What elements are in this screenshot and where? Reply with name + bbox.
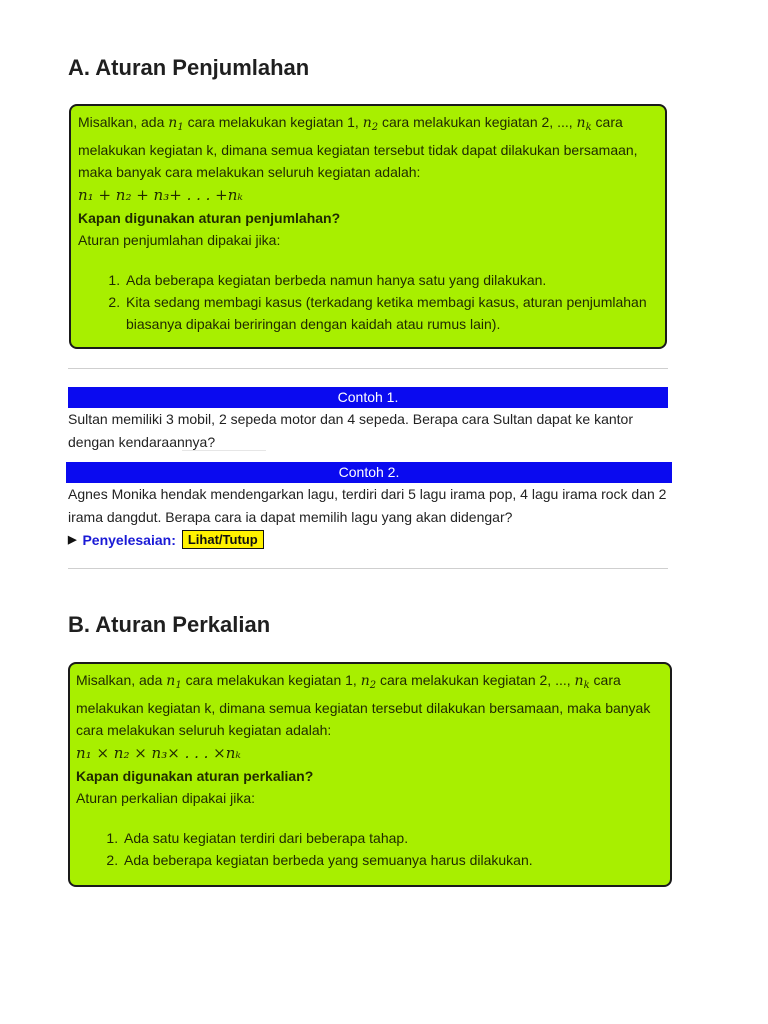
divider	[68, 368, 668, 369]
sum-rule-definition: Misalkan, ada $n_1$ cara melakukan kegiatan 1, $n_2$ cara melakukan kegiatan 2, ..., $n_k$ cara melakukan kegiatan k, dimana semua kegiatan tersebut tidak dapat dilakukan bersamaan, maka banyak cara melakukan seluruh kegiatan adalah:	[78, 114, 638, 180]
example-2-title-bar: Contoh 2.	[66, 462, 672, 483]
list-item: 1. Ada beberapa kegiatan berbeda namun hanya satu yang dilakukan.	[124, 269, 658, 291]
sum-rule-box	[69, 104, 667, 349]
n1-symbol: $n_1$	[168, 115, 184, 133]
show-hide-button[interactable]: Lihat/Tutup	[182, 530, 264, 549]
divider	[68, 568, 668, 569]
sum-rule-question: Kapan digunakan aturan penjumlahan?	[78, 210, 341, 226]
nk-symbol: $n_k$	[574, 673, 590, 691]
list-item: 2. Ada beberapa kegiatan berbeda yang semuanya harus dilakukan.	[122, 849, 664, 871]
solution-toggle-row[interactable]	[68, 530, 264, 549]
product-rule-box	[68, 662, 672, 887]
sum-rule-list	[78, 269, 658, 335]
sum-formula: n₁ + n₂ + n₃+ . . . +nₖ	[78, 186, 243, 204]
product-rule-intro: Aturan perkalian dipakai jika:	[76, 790, 255, 806]
solution-label[interactable]: Penyelesaian:	[82, 531, 176, 548]
list-item: 1. Ada satu kegiatan terdiri dari beberapa tahap.	[122, 827, 664, 849]
product-formula: n₁ × n₂ × n₃× . . . ×nₖ	[76, 744, 241, 762]
disclosure-triangle-icon[interactable]: ▶	[68, 534, 77, 546]
section-a-heading: A. Aturan Penjumlahan	[68, 55, 310, 80]
product-rule-question: Kapan digunakan aturan perkalian?	[76, 768, 314, 784]
n1-symbol: $n_1$	[166, 673, 182, 691]
sum-rule-intro: Aturan penjumlahan dipakai jika:	[78, 232, 281, 248]
section-b-heading: B. Aturan Perkalian	[68, 612, 271, 637]
nk-symbol: $n_k$	[576, 115, 592, 133]
example-1-title-bar: Contoh 1.	[68, 387, 668, 408]
product-rule-list	[76, 827, 664, 871]
list-item: 2. Kita sedang membagi kasus (terkadang ketika membagi kasus, aturan penjumlahan biasanya dipakai beriringan dengan kaidah atau rumus lain).	[124, 291, 658, 335]
product-rule-definition: Misalkan, ada $n_1$ cara melakukan kegiatan 1, $n_2$ cara melakukan kegiatan 2, ..., $n_k$ cara melakukan kegiatan k, dimana semua kegiatan tersebut dilakukan bersamaan, maka banyak cara melakukan seluruh kegiatan adalah:	[76, 672, 651, 738]
example-2-text: Agnes Monika hendak mendengarkan lagu, terdiri dari 5 lagu irama pop, 4 lagu irama rock dan 2 irama dangdut. Berapa cara ia dapat memilih lagu yang akan didengar?	[68, 486, 667, 525]
example-1-text: Sultan memiliki 3 mobil, 2 sepeda motor dan 4 sepeda. Berapa cara Sultan dapat ke kantor dengan kendaraannya?	[68, 411, 633, 450]
n2-symbol: $n_2$	[362, 115, 379, 133]
divider	[182, 450, 266, 451]
n2-symbol: $n_2$	[360, 673, 377, 691]
